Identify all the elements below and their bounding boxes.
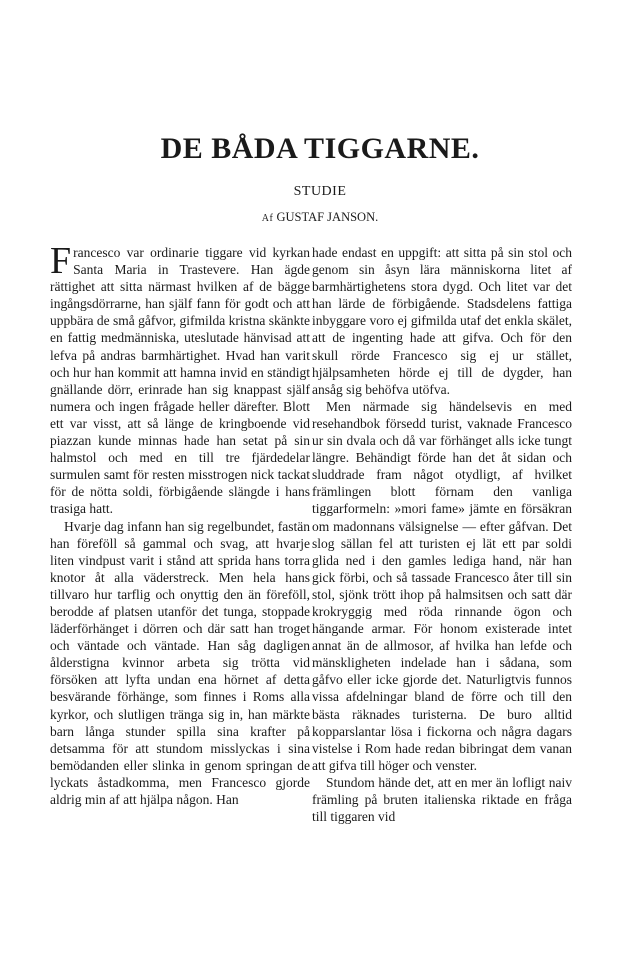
- paragraph: Stundom hände det, att en mer än lofligt naiv främling på bruten italienska riktade en fråga till tiggaren vid: [312, 774, 572, 825]
- article-subtitle: STUDIE: [293, 184, 347, 199]
- byline: [0, 210, 640, 225]
- author-name: GUSTAF JANSON.: [276, 210, 379, 224]
- paragraph: Men närmade sig händelsevis en med resehandbok försedd turist, vaknade Francesco ur sin dvala och då var förhänget alls icke tungt längre. Behändigt förde han det åt sidan och sluddrade fram något otydligt, af hvilket främlingen blott förnam den vanliga tiggarformeln: »mori fame» jämte en försäkran om madonnans välsignelse — efter gåfvan. Det slog sällan fel att turisten ej lät ett par soldi glida ned i den gamles lediga hand, när han gick förbi, och så tassade Francesco åter till sin stol, sjönk trött ihop på halmsitsen och satt där krokryggig med röda rinnande ögon och hängande armar. För honom existerade intet annat än de allmosor, af hvilka han lefde och mänskligheten indelade han i sådana, som gåfvo eller icke gjorde det. Naturligtvis funnos vissa afdelningar bland de förre och till den bästa räknades turisterna. De buro alltid kopparslantar lösa i fickorna och några dagars vistelse i Rom hade redan bibringat dem vanan att gifva till höger och venster.: [312, 398, 572, 773]
- paragraph: hade endast en uppgift: att sitta på sin stol och genom sin åsyn lära människorna litet af barmhärtighetens stora dygd. Och litet var det han lärde de förbigående. Stadsdelens fattiga inbyggare voro ej gifmilda utaf det enkla skälet, att de ingenting hade att gifva. Och för den skull rörde Francesco sig ej ur stället, hjälpsamheten hörde ej till de dygder, han ansåg sig behöfva utöfva.: [312, 245, 572, 397]
- paragraph: [50, 240, 311, 518]
- right-column: [312, 244, 572, 825]
- paragraph: Hvarje dag infann han sig regelbundet, fastän han föreföll så gammal och svag, att hvarje liten vindpust varit i stånd att sprida hans torra knotor åt alla väderstreck. Men hela hans tillvaro hur tarflig och onyttig den än föreföll, berodde af platsen utanför det tunga, stoppade läderförhänget i dörren och där satt han troget och väntade och väntade. Han såg dagligen ålderstigna kvinnor arbeta sig trötta vid försöken att lyfta undan ena hörnet af detta besvärande förhänge, som finnes i Roms alla kyrkor, och slutligen tränga sig in, han märkte barn långa stunder spilla sina krafter på detsamma för att stundom misslyckas i sina bemödanden eller slinka in genom springan de lyckats åstadkomma, men Francesco gjorde aldrig min af att hjälpa någon. Han: [50, 518, 310, 807]
- left-column: [50, 240, 311, 808]
- byline-prefix: Af: [261, 213, 274, 224]
- paragraph-text: rancesco var ordinarie tiggare vid kyrkan Santa Maria in Trastevere. Han ägde rättighet att sitta närmast hvilken af de bägge ingångsdörrarne, han själf fann för godt och att uppbära de små gåfvor, gifmilda kristna skänkte en fattig medmänniska, uteslutade hänvisad att lefva på andras barmhärtighet. Hvad han varit och hur han kommit att hamna invid en ständigt gnällande dörr, erinrade han sig knappast själf numera och ingen frågade heller därefter. Blott ett var visst, att så länge de kringboende vid piazzan kunde minnas hade han setat på sin halmstol och med en till tre fjärdedelar surmulen samt för resten misstrogen nick tackat för de nötta soldi, förbigående slängde i hans trasiga hatt.: [50, 245, 311, 517]
- article-title: DE BÅDA TIGGARNE.: [160, 132, 480, 165]
- drop-cap: F: [50, 240, 72, 282]
